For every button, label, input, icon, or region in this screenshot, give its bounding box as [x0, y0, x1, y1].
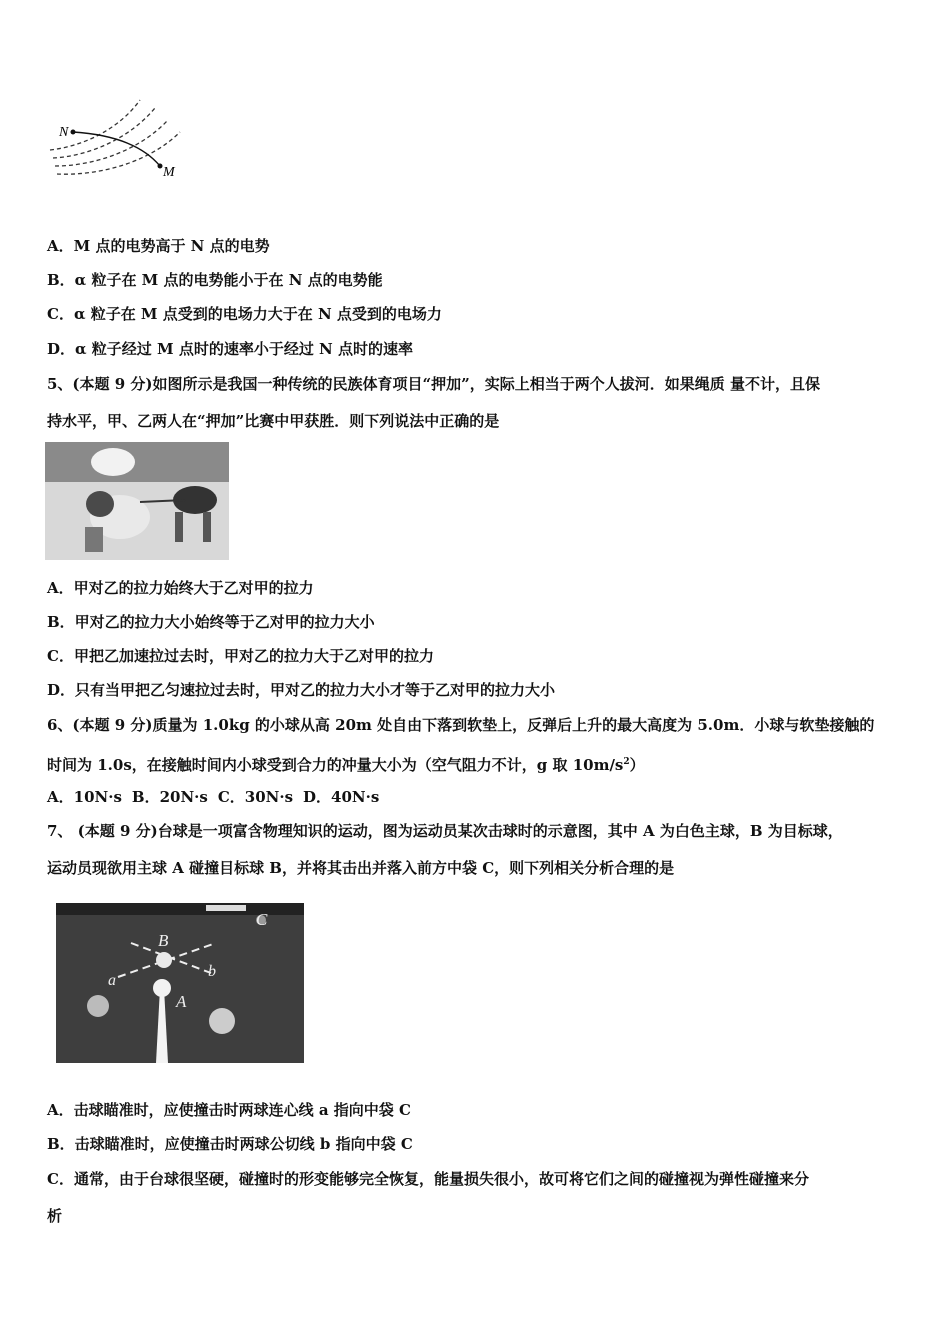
- label-b-ball: B: [158, 931, 169, 950]
- label-m: M: [163, 165, 175, 180]
- q6-option-b: B．20N·s: [131, 788, 208, 806]
- q6-stem-sup: 2: [623, 757, 630, 767]
- q6-stem-end: ）: [629, 756, 645, 774]
- q6-stem-text: 时间为 1.0s，在接触时间内小球受到合力的冲量大小为（空气阻力不计，g 取 10m/s: [47, 756, 624, 774]
- label-a-line: a: [108, 972, 116, 989]
- q5-option-a: A．甲对乙的拉力始终大于乙对甲的拉力: [47, 579, 314, 597]
- q5-option-d: D．只有当甲把乙匀速拉过去时，甲对乙的拉力大小才等于乙对甲的拉力大小: [47, 681, 556, 699]
- yajia-photo: [45, 442, 229, 560]
- q6-options: [47, 787, 379, 807]
- q5-option-c: C．甲把乙加速拉过去时，甲对乙的拉力大于乙对甲的拉力: [47, 647, 434, 665]
- q7-option-c: C．通常，由于台球很坚硬，碰撞时的形变能够完全恢复，能量损失很小，故可将它们之间的碰撞视为弹性碰撞来分: [47, 1170, 809, 1188]
- q4-option-d: D．α 粒子经过 M 点时的速率小于经过 N 点时的速率: [47, 340, 413, 358]
- label-a-ball: A: [176, 992, 187, 1011]
- q5-stem-line1: 5、(本题 9 分)如图所示是我国一种传统的民族体育项目“押加”，实际上相当于两个人拔河．如果绳质 量不计，且保: [47, 375, 820, 393]
- q6-stem-line2: [47, 752, 645, 775]
- q6-option-d: D．40N·s: [303, 788, 380, 806]
- q4-option-c: C．α 粒子在 M 点受到的电场力大于在 N 点受到的电场力: [47, 305, 442, 323]
- q7-stem-line2: 运动员现欲用主球 A 碰撞目标球 B，并将其击出并落入前方中袋 C，则下列相关分析合理的是: [47, 859, 675, 877]
- q5-stem-line2: 持水平，甲、乙两人在“押加”比赛中甲获胜．则下列说法中正确的是: [47, 412, 500, 430]
- q6-option-a: A．10N·s: [47, 788, 122, 806]
- q7-option-b: B．击球瞄准时，应使撞击时两球公切线 b 指向中袋 C: [47, 1135, 413, 1153]
- label-b-line: b: [208, 963, 216, 980]
- label-n: N: [59, 125, 69, 140]
- q5-option-b: B．甲对乙的拉力大小始终等于乙对甲的拉力大小: [47, 613, 375, 631]
- label-c-pocket: C: [256, 910, 268, 929]
- q6-stem-line1: 6、(本题 9 分)质量为 1.0kg 的小球从高 20m 处自由下落到软垫上，反弹后上升的最大高度为 5.0m．小球与软垫接触的: [47, 716, 875, 734]
- electric-field-figure: [45, 98, 185, 186]
- q4-option-a: A．M 点的电势高于 N 点的电势: [47, 237, 270, 255]
- q7-stem-line1: 7、 (本题 9 分)台球是一项富含物理知识的运动，图为运动员某次击球时的示意图，其中 A 为白色主球，B 为目标球，: [47, 822, 843, 840]
- q6-option-c: C．30N·s: [217, 788, 294, 806]
- q4-option-b: B．α 粒子在 M 点的电势能小于在 N 点的电势能: [47, 271, 383, 289]
- billiards-figure: [56, 903, 304, 1063]
- q7-option-c-cont: 析: [47, 1207, 63, 1225]
- q7-option-a: A．击球瞄准时，应使撞击时两球连心线 a 指向中袋 C: [47, 1101, 411, 1119]
